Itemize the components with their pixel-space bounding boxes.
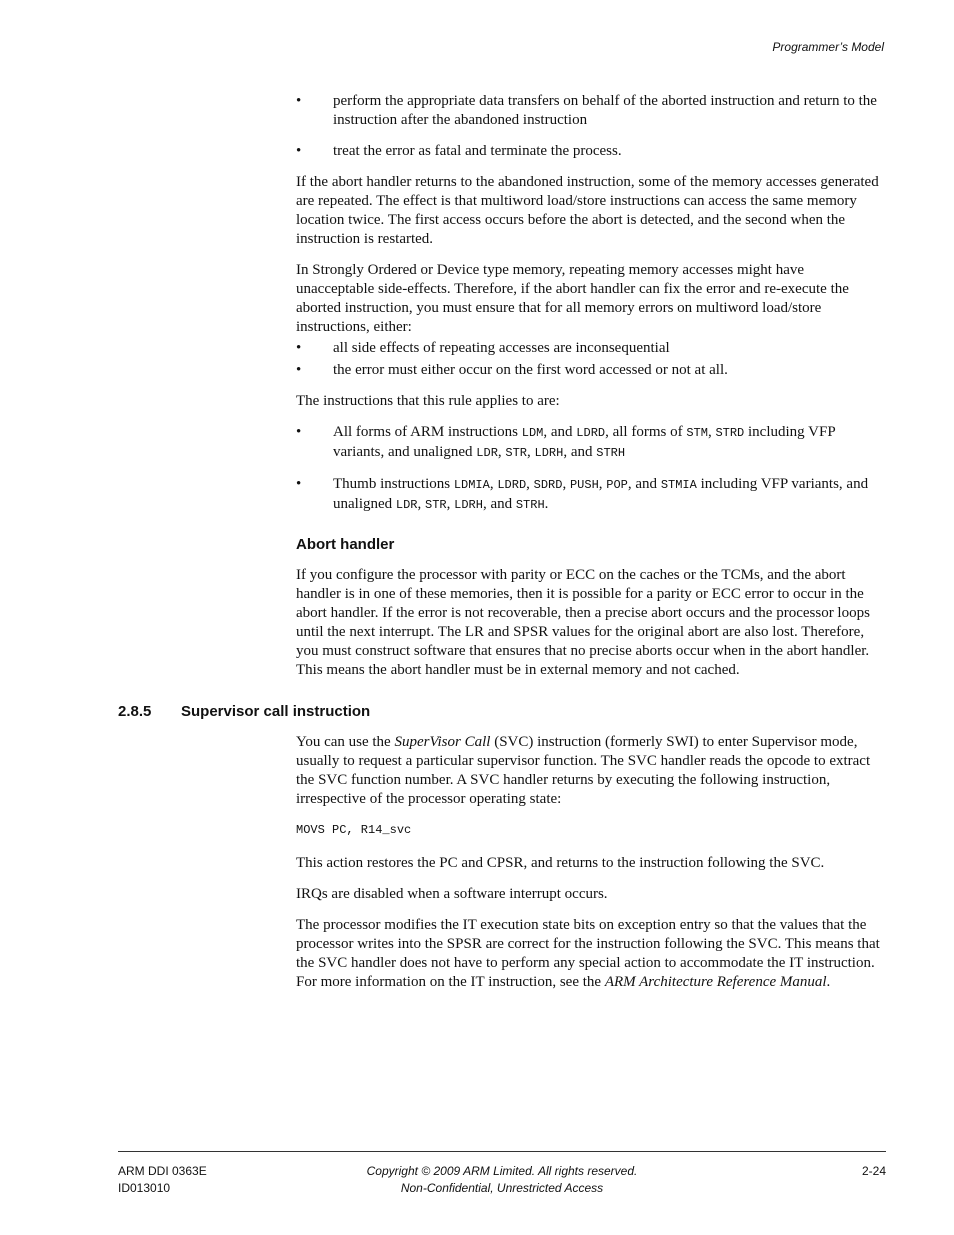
page-number: 2-24 [861, 1164, 886, 1178]
list-item-text: treat the error as fatal and terminate the process. [333, 143, 622, 159]
running-header: Programmer’s Model [772, 40, 884, 54]
list-item-text: all side effects of repeating accesses are inconsequential [333, 340, 670, 356]
section-number: 2.8.5 [118, 703, 152, 720]
paragraph: If the abort handler returns to the abandoned instruction, some of the memory accesses generated are repeated. The effect is that multiword load/store instructions can access the same memory location twice. The first access occurs before the abort is detected, and the second when the instruction is restarted. [296, 174, 879, 247]
list-item [296, 142, 886, 161]
paragraph: This action restores the PC and CPSR, and returns to the instruction following the SVC. [296, 855, 825, 871]
paragraph: If you configure the processor with parity or ECC on the caches or the TCMs, and the abort handler is in one of these memories, then it is possible for a parity or ECC error to occur in the abort handler. If the error is not recoverable, then a precise abort occurs and the processor loops until the next interrupt. The LR and SPSR values for the original abort are also lost. Therefore, you must construct software that ensures that no precise aborts occur when in the abort handler. This means the abort handler must be in external memory and not cached. [296, 567, 870, 678]
paragraph: You can use the SuperVisor Call (SVC) instruction (formerly SWI) to enter Supervisor mode, usually to request a particular supervisor function. The SVC handler reads the opcode to extract the SVC function number. A SVC handler returns by executing the following instruction, irrespective of the processor operating state: [296, 734, 871, 807]
code-example: MOVS PC, R14_svc [296, 823, 412, 837]
list-item-text: Thumb instructions LDMIA, LDRD, SDRD, PUSH, POP, and STMIA including VFP variants, and unaligned LDR, STR, LDRH, and STRH. [333, 476, 869, 512]
paragraph: IRQs are disabled when a software interrupt occurs. [296, 886, 608, 902]
section-heading [118, 702, 886, 721]
copyright: Copyright © 2009 ARM Limited. All rights reserved. [366, 1164, 638, 1178]
footer-divider [118, 1151, 886, 1152]
bullet-icon: • [296, 362, 302, 378]
paragraph: In Strongly Ordered or Device type memory, repeating memory accesses might have unacceptable side-effects. Therefore, if the abort handler can fix the error and re-execute the aborted instruction, you must ensure that for all memory errors on multiword load/store instructions, either: [296, 262, 849, 335]
doc-id: ARM DDI 0363E [118, 1164, 207, 1178]
list-item-text: the error must either occur on the first word accessed or not at all. [333, 362, 728, 378]
confidentiality: Non-Confidential, Unrestricted Access [400, 1181, 604, 1195]
list-item [296, 361, 886, 380]
bullet-icon: • [296, 424, 302, 440]
footer-center [118, 1163, 886, 1197]
list-item-text: All forms of ARM instructions LDM, and LDRD, all forms of STM, STRD including VFP variants, and unaligned LDR, STR, LDRH, and STRH [333, 424, 836, 460]
list-item [296, 92, 886, 130]
list-item-thumb-instructions [296, 475, 886, 515]
issue-id: ID013010 [118, 1181, 171, 1195]
list-item-arm-instructions [296, 423, 886, 463]
list-item-text: perform the appropriate data transfers on behalf of the aborted instruction and return to the instruction after the abandoned instruction [333, 93, 877, 128]
paragraph: The instructions that this rule applies to are: [296, 393, 560, 409]
list-item [296, 339, 886, 358]
subsection-heading: Abort handler [296, 536, 395, 553]
bullet-icon: • [296, 143, 302, 159]
paragraph: The processor modifies the IT execution state bits on exception entry so that the values that the processor writes into the SPSR are correct for the instruction following the SVC. This means that the SVC handler does not have to perform any special action to accommodate the IT instruction. For more information on the IT instruction, see the ARM Architecture Reference Manual. [296, 917, 880, 990]
bullet-icon: • [296, 340, 302, 356]
bullet-icon: • [296, 476, 302, 492]
section-title: Supervisor call instruction [181, 703, 371, 720]
page-body [118, 92, 886, 1004]
bullet-icon: • [296, 93, 302, 109]
